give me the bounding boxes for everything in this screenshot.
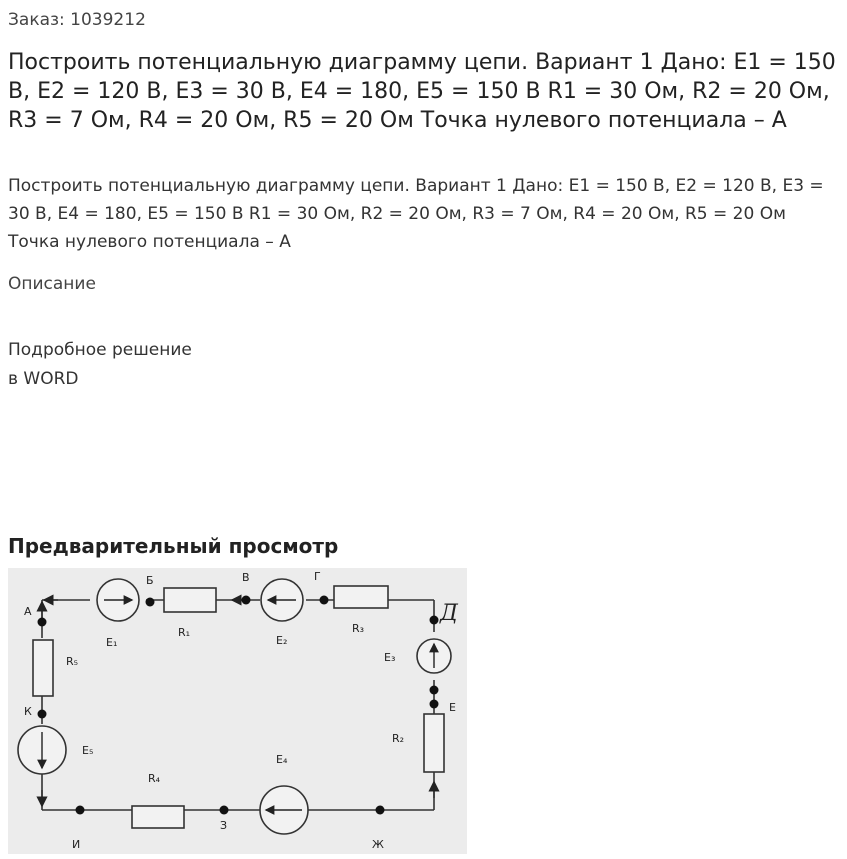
preview-heading: Предварительный просмотр	[8, 534, 339, 558]
resistor-r1	[164, 588, 216, 612]
node-label-zh: Ж	[372, 838, 384, 851]
resistor-r4	[132, 806, 184, 828]
element-label-e4: E₄	[276, 753, 288, 766]
node-label-z: З	[220, 819, 228, 832]
node-d2-dot	[430, 686, 439, 695]
node-d-dot	[430, 616, 439, 625]
element-label-e1: E₁	[106, 636, 118, 649]
element-label-e3: E₃	[384, 651, 396, 664]
node-label-a: А	[24, 605, 32, 618]
element-label-r4: R₄	[148, 772, 161, 785]
element-label-e2: E₂	[276, 634, 288, 647]
solution-note-line: в WORD	[8, 369, 79, 389]
node-g-dot	[320, 596, 329, 605]
element-label-r3: R₃	[352, 622, 365, 635]
resistor-r3	[334, 586, 388, 608]
node-label-b: Б	[146, 574, 154, 587]
element-label-e5: E₅	[82, 744, 94, 757]
resistor-r5	[33, 640, 53, 696]
solution-note	[8, 336, 192, 394]
node-b-dot	[146, 598, 155, 607]
node-label-g: Г	[314, 570, 321, 583]
node-label-d: Д	[440, 601, 458, 626]
node-v-dot	[242, 596, 251, 605]
node-k-dot	[38, 710, 47, 719]
node-label-i: И	[72, 838, 81, 851]
node-a-dot	[38, 618, 47, 627]
node-zh-dot	[376, 806, 385, 815]
node-label-e: Е	[449, 701, 456, 714]
page-title: Построить потенциальную диаграмму цепи. Вариант 1 Дано: E1 = 150 В, E2 = 120 В, E3 = 30 В, E4 = 180, E5 = 150 В R1 = 30 Ом, R2 = 20 Ом, R3 = 7 Ом, R4 = 20 Ом, R5 = 20 Ом Точка нулевого потенциала – А	[8, 50, 836, 133]
node-label-k: К	[24, 705, 32, 718]
node-z-dot	[220, 806, 229, 815]
circuit-diagram	[8, 568, 467, 854]
resistor-r2	[424, 714, 444, 772]
solution-note-line: Подробное решение	[8, 340, 192, 360]
order-number: Заказ: 1039212	[8, 10, 146, 30]
circuit-preview-image	[8, 568, 467, 854]
element-label-r2: R₂	[392, 732, 405, 745]
node-i-dot	[76, 806, 85, 815]
element-label-r1: R₁	[178, 626, 191, 639]
node-label-v: В	[242, 571, 250, 584]
element-label-r5: R₅	[66, 655, 79, 668]
description-heading: Описание	[8, 274, 96, 294]
node-e-dot	[430, 700, 439, 709]
task-description: Построить потенциальную диаграмму цепи. Вариант 1 Дано: E1 = 150 В, E2 = 120 В, E3 = 30 В, E4 = 180, E5 = 150 В R1 = 30 Ом, R2 = 20 Ом, R3 = 7 Ом, R4 = 20 Ом, R5 = 20 Ом Точка нулевого потенциала – А	[8, 176, 824, 252]
